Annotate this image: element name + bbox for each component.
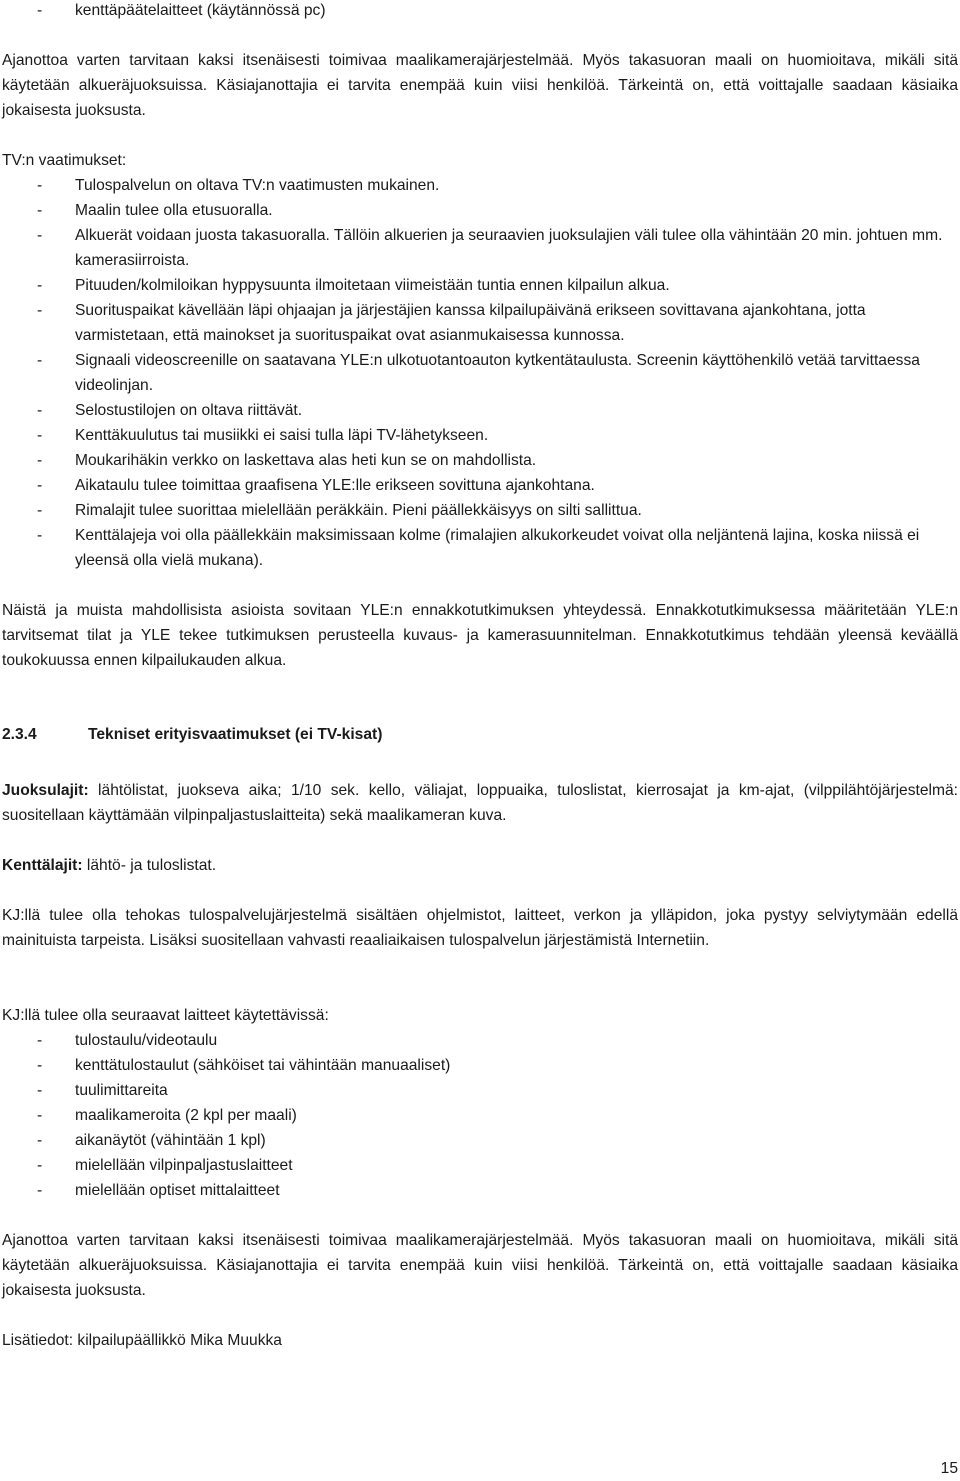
list-item: - mielellään vilpinpaljastuslaitteet [2, 1153, 958, 1178]
timing-paragraph: Ajanottoa varten tarvitaan kaksi itsenäisesti toimivaa maalikamerajärjestelmää. Myös takasuoran maali on huomioitava, mikäli sitä käytetään alkueräjuoksuissa. Käsiajanottajia ei tarvita enempää kuin viisi henkilöä. Tärkeintä on, että voittajalle saadaan käsiaika jokaisesta juoksusta. [2, 52, 958, 119]
equipment-list-title: KJ:llä tulee olla seuraavat laitteet käytettävissä: [2, 1007, 329, 1024]
list-item: - Selostustilojen on oltava riittävät. [2, 398, 958, 423]
list-item: - Suorituspaikat kävellään läpi ohjaajan ja järjestäjien kanssa kilpailupäivänä erikseen sovittavana ajankohtana, jotta varmistetaan, että mainokset ja suorituspaikat ovat asianmukaisessa kunnossa. [2, 298, 958, 348]
list-item: - Moukarihäkin verkko on laskettava alas heti kun se on mahdollista. [2, 448, 958, 473]
pre-study-paragraph: Näistä ja muista mahdollisista asioista sovitaan YLE:n ennakkotutkimuksen yhteydessä. Ennakkotutkimuksessa määritetään YLE:n tarvitsemat tilat ja YLE tekee tutkimuksen perusteella kuvaus- ja kamerasuunnitelman. Ennakkotutkimus tehdään yleensä keväällä toukokuussa ennen kilpailukauden alkua. [2, 602, 958, 669]
equipment-list-top [2, 0, 958, 23]
list-item: - maalikameroita (2 kpl per maali) [2, 1103, 958, 1128]
field-events-label: Kenttälajit: [2, 857, 83, 874]
tv-requirements-title: TV:n vaatimukset: [2, 152, 127, 169]
list-item: - Signaali videoscreenille on saatavana YLE:n ulkotuotantoauton kytkentätaulusta. Screenin käyttöhenkilö vetää tarvittaessa videolinjan. [2, 348, 958, 398]
list-item: - Kenttäkuulutus tai musiikki ei saisi tulla läpi TV-lähetykseen. [2, 423, 958, 448]
list-item: - Maalin tulee olla etusuoralla. [2, 198, 958, 223]
section-title: Tekniset erityisvaatimukset (ei TV-kisat) [88, 726, 383, 743]
page-number: 15 [940, 1460, 958, 1477]
list-item: - Tulospalvelun on oltava TV:n vaatimusten mukainen. [2, 173, 958, 198]
running-events-label: Juoksulajit: [2, 782, 89, 799]
tv-requirements-list [2, 173, 958, 573]
running-events-text: lähtölistat, juokseva aika; 1/10 sek. kello, väliajat, loppuaika, tuloslistat, kierrosajat ja km-ajat, (vilppilähtöjärjestelmä: suositellaan käyttämään vilpinpaljastuslaitteita) sekä maalikameran kuva. [2, 782, 958, 824]
list-item: - Pituuden/kolmiloikan hyppysuunta ilmoitetaan viimeistään tuntia ennen kilpailun alkua. [2, 273, 958, 298]
list-item: - tulostaulu/videotaulu [2, 1028, 958, 1053]
running-events-paragraph [2, 778, 958, 828]
list-item: - kenttäpäätelaitteet (käytännössä pc) [2, 0, 958, 23]
list-item: - aikanäytöt (vähintään 1 kpl) [2, 1128, 958, 1153]
list-item: - tuulimittareita [2, 1078, 958, 1103]
list-item: - Kenttälajeja voi olla päällekkäin maksimissaan kolme (rimalajien alkukorkeudet voivat olla neljäntenä lajina, koska niissä ei yleensä olla vielä mukana). [2, 523, 958, 573]
timing-paragraph-repeat: Ajanottoa varten tarvitaan kaksi itsenäisesti toimivaa maalikamerajärjestelmää. Myös takasuoran maali on huomioitava, mikäli sitä käytetään alkueräjuoksuissa. Käsiajanottajia ei tarvita enempää kuin viisi henkilöä. Tärkeintä on, että voittajalle saadaan käsiaika jokaisesta juoksusta. [2, 1232, 958, 1299]
results-system-paragraph: KJ:llä tulee olla tehokas tulospalvelujärjestelmä sisältäen ohjelmistot, laitteet, verkon ja ylläpidon, joka pystyy selviytymään edellä mainituista tarpeista. Lisäksi suositellaan vahvasti reaaliaikaisen tulospalvelun järjestämistä Internetiin. [2, 907, 958, 949]
list-item: - Aikataulu tulee toimittaa graafisena YLE:lle erikseen sovittuna ajankohtana. [2, 473, 958, 498]
section-number: 2.3.4 [2, 726, 37, 743]
section-heading [2, 722, 958, 747]
contact-info: Lisätiedot: kilpailupäällikkö Mika Muukka [2, 1332, 282, 1349]
list-item: - mielellään optiset mittalaitteet [2, 1178, 958, 1203]
field-events-text: lähtö- ja tuloslistat. [82, 857, 217, 874]
list-item: - Alkuerät voidaan juosta takasuoralla. Tällöin alkuerien ja seuraavien juoksulajien väli tulee olla vähintään 20 min. johtuen mm. kamerasiirroista. [2, 223, 958, 273]
list-item: - kenttätulostaulut (sähköiset tai vähintään manuaaliset) [2, 1053, 958, 1078]
equipment-list [2, 1028, 958, 1203]
field-events-paragraph [2, 853, 958, 878]
list-item: - Rimalajit tulee suorittaa mielellään peräkkäin. Pieni päällekkäisyys on silti sallittua. [2, 498, 958, 523]
